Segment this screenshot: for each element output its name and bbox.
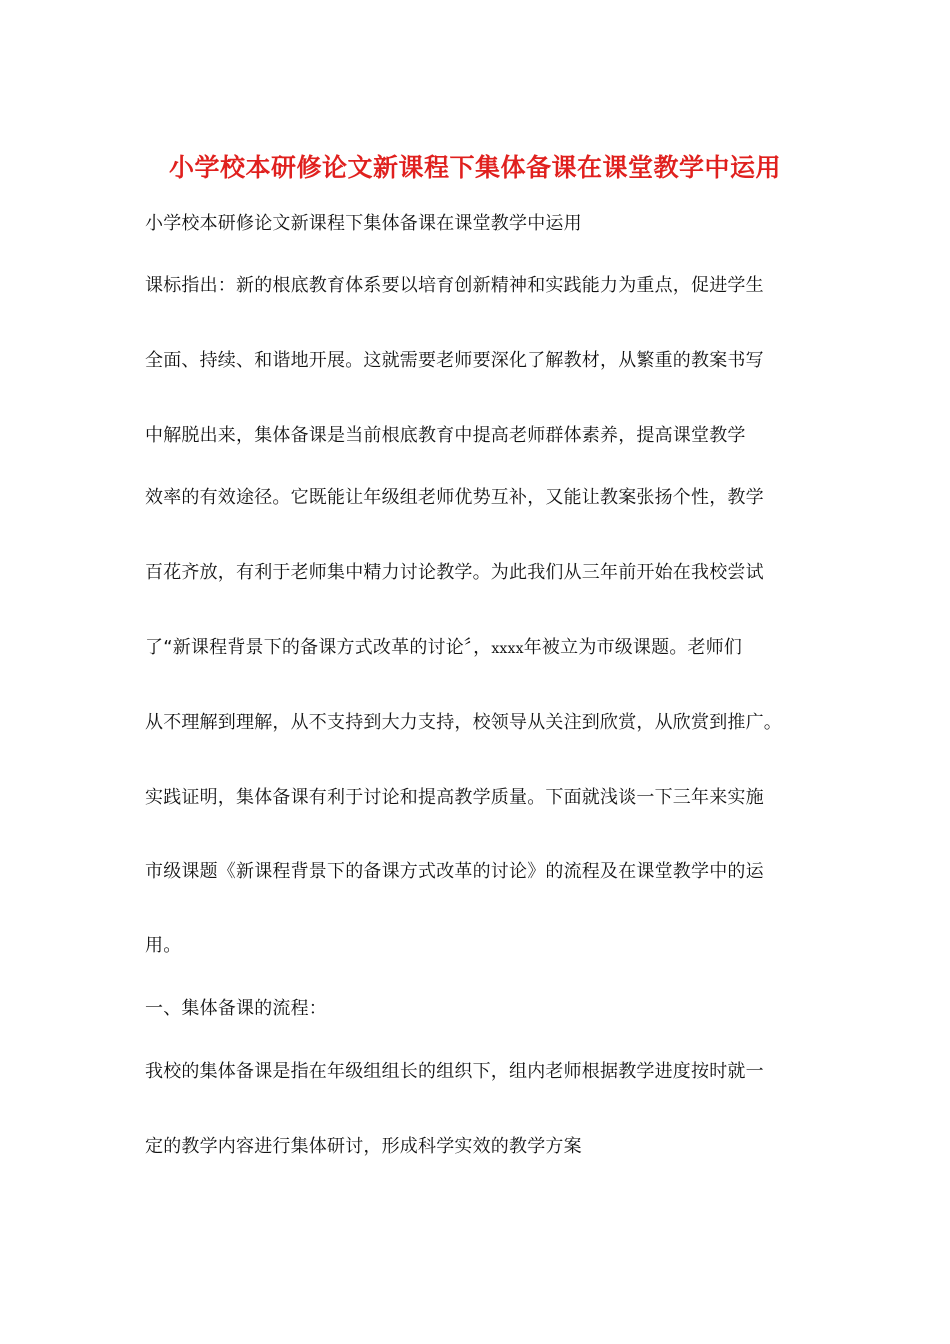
paragraph-line: 百花齐放，有利于老师集中精力讨论教学。为此我们从三年前开始在我校尝试 [145, 562, 764, 583]
paragraph-line: 中解脱出来，集体备课是当前根底教育中提高老师群体素养，提高课堂教学 [145, 425, 746, 446]
paragraph-line: 市级课题《新课程背景下的备课方式改革的讨论》的流程及在课堂教学中的运 [145, 861, 764, 882]
paragraph-line: 定的教学内容进行集体研讨，形成科学实效的教学方案 [145, 1136, 582, 1157]
paragraph-line: 课标指出：新的根底教育体系要以培育创新精神和实践能力为重点，促进学生 [145, 275, 764, 296]
paragraph-line: 全面、持续、和谐地开展。这就需要老师要深化了解教材，从繁重的教案书写 [145, 350, 764, 371]
line-text-before: 了“新课程背景下的备课方式改革的讨论〞， [145, 637, 492, 658]
paragraph-line: 我校的集体备课是指在年级组组长的组织下，组内老师根据教学进度按时就一 [145, 1061, 764, 1082]
paragraph-line: 实践证明，集体备课有利于讨论和提高教学质量。下面就浅谈一下三年来实施 [145, 787, 764, 808]
line-text-after: 年被立为市级课题。老师们 [523, 637, 743, 658]
section-heading: 一、集体备课的流程： [145, 998, 327, 1019]
paragraph-line-with-year [145, 634, 742, 663]
year-placeholder: xxxx [491, 641, 524, 657]
paragraph-line: 效率的有效途径。它既能让年级组老师优势互补，又能让教案张扬个性，教学 [145, 487, 764, 508]
document-title: 小学校本研修论文新课程下集体备课在课堂教学中运用 [168, 153, 781, 182]
document-subtitle: 小学校本研修论文新课程下集体备课在课堂教学中运用 [145, 213, 582, 234]
paragraph-line: 用。 [145, 935, 182, 956]
paragraph-line: 从不理解到理解，从不支持到大力支持，校领导从关注到欣赏，从欣赏到推广。 [145, 712, 782, 733]
